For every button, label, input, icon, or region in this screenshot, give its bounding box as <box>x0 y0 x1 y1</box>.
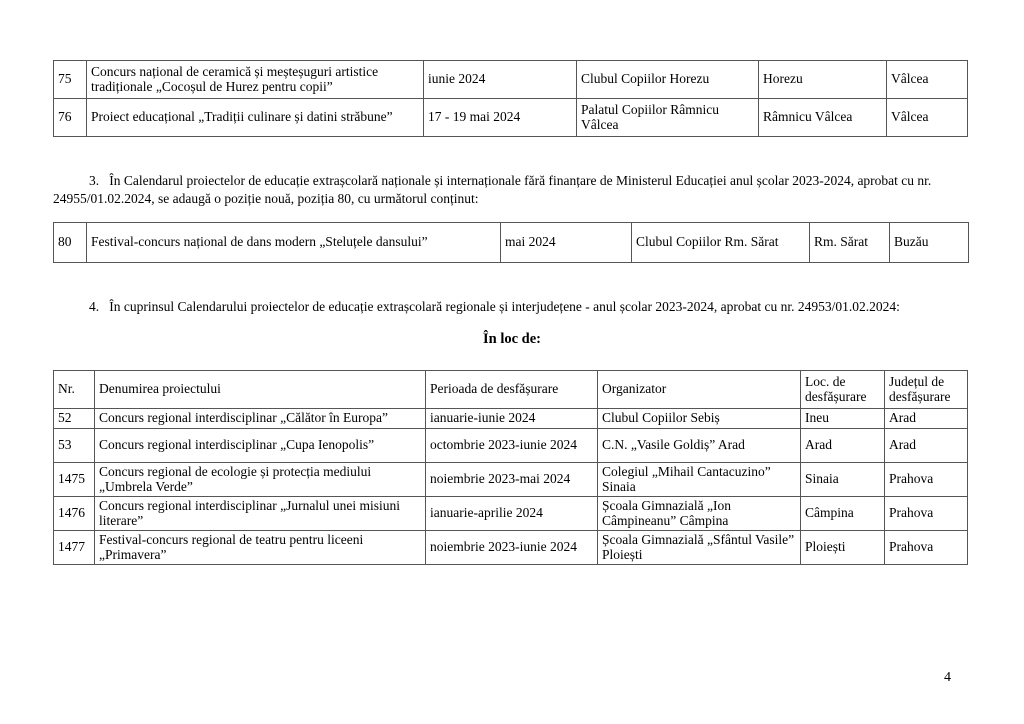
header-nr: Nr. <box>54 371 95 409</box>
cell-organizer: Colegiul „Mihail Cantacuzino” Sinaia <box>598 463 801 497</box>
cell-county: Vâlcea <box>887 99 968 137</box>
cell-period: iunie 2024 <box>424 61 577 99</box>
cell-location: Râmnicu Vâlcea <box>759 99 887 137</box>
cell-project-name: Concurs regional interdisciplinar „Jurnalul unei misiuni literare” <box>95 497 426 531</box>
cell-nr: 76 <box>54 99 87 137</box>
cell-organizer: Școala Gimnazială „Ion Câmpineanu” Câmpina <box>598 497 801 531</box>
table-national-projects <box>53 60 968 137</box>
cell-location: Horezu <box>759 61 887 99</box>
cell-organizer: Școala Gimnazială „Sfântul Vasile” Ploiești <box>598 531 801 565</box>
cell-period: noiembrie 2023-iunie 2024 <box>426 531 598 565</box>
cell-period: ianuarie-iunie 2024 <box>426 409 598 429</box>
cell-period: 17 - 19 mai 2024 <box>424 99 577 137</box>
cell-location: Rm. Sărat <box>810 223 890 263</box>
cell-county: Prahova <box>885 497 968 531</box>
cell-nr: 75 <box>54 61 87 99</box>
table-added-position <box>53 222 969 263</box>
header-location: Loc. de desfășurare <box>801 371 885 409</box>
header-project-name: Denumirea proiectului <box>95 371 426 409</box>
table-row <box>54 531 968 565</box>
header-county: Județul de desfășurare <box>885 371 968 409</box>
cell-organizer: Clubul Copiilor Rm. Sărat <box>632 223 810 263</box>
cell-location: Câmpina <box>801 497 885 531</box>
cell-county: Arad <box>885 429 968 463</box>
table-row <box>54 99 968 137</box>
cell-county: Vâlcea <box>887 61 968 99</box>
cell-county: Buzău <box>890 223 969 263</box>
table-row <box>54 409 968 429</box>
cell-organizer: Clubul Copiilor Sebiș <box>598 409 801 429</box>
table-regional-projects <box>53 370 968 565</box>
cell-project-name: Concurs regional de ecologie și protecția mediului „Umbrela Verde” <box>95 463 426 497</box>
cell-location: Ineu <box>801 409 885 429</box>
section-4-paragraph <box>89 300 969 315</box>
table-row <box>54 463 968 497</box>
cell-county: Prahova <box>885 463 968 497</box>
section-3-number: 3. <box>89 173 100 188</box>
cell-county: Arad <box>885 409 968 429</box>
cell-location: Arad <box>801 429 885 463</box>
cell-location: Ploiești <box>801 531 885 565</box>
header-organizer: Organizator <box>598 371 801 409</box>
cell-project-name: Festival-concurs regional de teatru pentru liceeni „Primavera” <box>95 531 426 565</box>
section-3-paragraph <box>53 172 963 208</box>
cell-period: ianuarie-aprilie 2024 <box>426 497 598 531</box>
cell-organizer: Clubul Copiilor Horezu <box>577 61 759 99</box>
cell-county: Prahova <box>885 531 968 565</box>
cell-project-name: Concurs regional interdisciplinar „Călător în Europa” <box>95 409 426 429</box>
page-number: 4 <box>944 670 951 685</box>
cell-location: Sinaia <box>801 463 885 497</box>
cell-organizer: C.N. „Vasile Goldiș” Arad <box>598 429 801 463</box>
cell-period: noiembrie 2023-mai 2024 <box>426 463 598 497</box>
cell-nr: 53 <box>54 429 95 463</box>
cell-nr: 1476 <box>54 497 95 531</box>
table-header-row <box>54 371 968 409</box>
cell-period: mai 2024 <box>501 223 632 263</box>
header-period: Perioada de desfășurare <box>426 371 598 409</box>
cell-period: octombrie 2023-iunie 2024 <box>426 429 598 463</box>
section-3-text: În Calendarul proiectelor de educație extrașcolară naționale și internaționale fără finanțare de Ministerul Educației anul școlar 2023-2024, aprobat cu nr. 24955/01.02.2024, se adaugă o poziție nouă, poziția 80, cu următorul conținut: <box>53 173 932 207</box>
cell-nr: 1477 <box>54 531 95 565</box>
cell-organizer: Palatul Copiilor Râmnicu Vâlcea <box>577 99 759 137</box>
cell-project-name: Concurs național de ceramică și meșteșuguri artistice tradiționale „Cocoșul de Hurez pentru copii” <box>87 61 424 99</box>
table-row <box>54 61 968 99</box>
cell-project-name: Proiect educațional „Tradiții culinare și datini străbune” <box>87 99 424 137</box>
table-row <box>54 497 968 531</box>
cell-project-name: Concurs regional interdisciplinar „Cupa Ienopolis” <box>95 429 426 463</box>
cell-project-name: Festival-concurs național de dans modern „Steluțele dansului” <box>87 223 501 263</box>
section-4-number: 4. <box>89 299 100 314</box>
table-row <box>54 223 969 263</box>
section-4-text: În cuprinsul Calendarului proiectelor de educație extrașcolară regionale și interjudețene - anul școlar 2023-2024, aprobat cu nr. 24953/01.02.2024: <box>109 299 900 314</box>
cell-nr: 1475 <box>54 463 95 497</box>
in-loc-de-heading: În loc de: <box>483 331 541 347</box>
table-row <box>54 429 968 463</box>
cell-nr: 52 <box>54 409 95 429</box>
cell-nr: 80 <box>54 223 87 263</box>
